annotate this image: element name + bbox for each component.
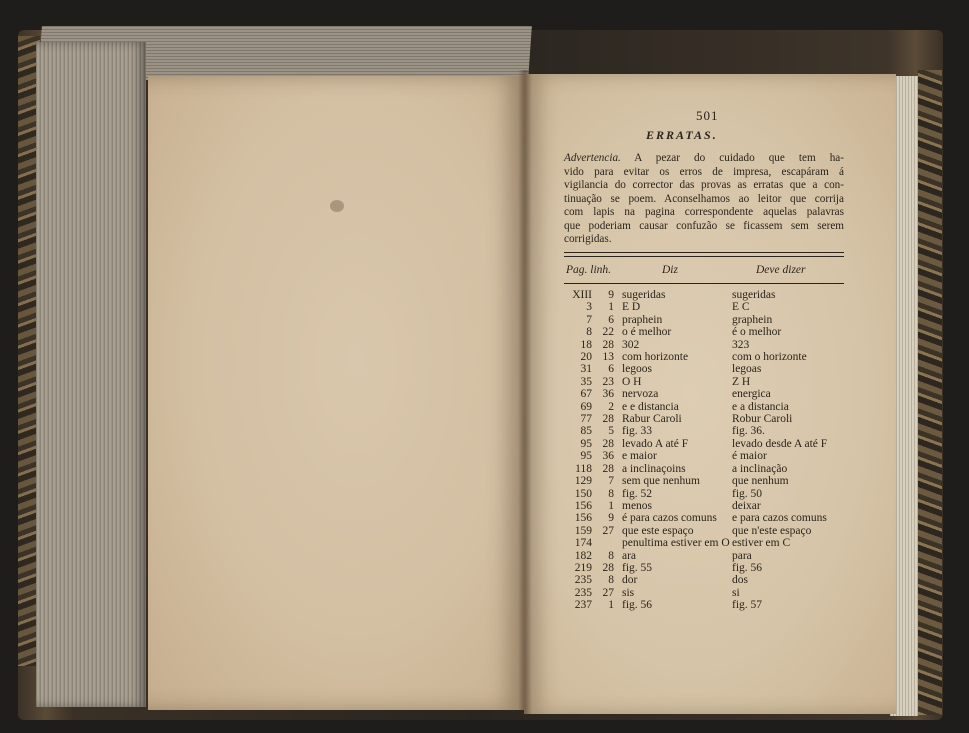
- errata-rows: [562, 289, 852, 612]
- header-said: Diz: [662, 264, 678, 276]
- errata-row: [562, 562, 852, 574]
- page-block-left: [36, 42, 146, 707]
- row-line: 1: [608, 599, 614, 612]
- row-should: é o melhor: [732, 326, 782, 339]
- row-page: 235: [574, 586, 592, 599]
- row-page: 31: [580, 363, 592, 376]
- errata-row: [562, 537, 852, 549]
- row-page: 159: [574, 524, 592, 537]
- row-line: 27: [602, 586, 614, 599]
- row-should: Robur Caroli: [732, 413, 793, 426]
- row-should: a inclinação: [732, 462, 788, 475]
- row-should: dos: [732, 574, 748, 587]
- errata-row: [562, 599, 852, 611]
- row-line: 28: [602, 437, 614, 450]
- row-said: menos: [622, 499, 653, 512]
- warning-line: que poderiam causar confuzão se ficassem sem serem: [564, 219, 844, 232]
- row-should: e para cazos comuns: [732, 512, 827, 525]
- row-line: 6: [608, 313, 614, 326]
- row-line: 6: [608, 363, 614, 376]
- row-page: 95: [580, 437, 592, 450]
- row-page: 129: [574, 475, 592, 488]
- errata-row: [562, 550, 852, 562]
- row-should: e a distancia: [732, 400, 789, 413]
- errata-row: [562, 574, 852, 586]
- row-line: 9: [608, 289, 614, 301]
- errata-row: [562, 463, 852, 475]
- warning-label: Advertencia.: [564, 152, 621, 164]
- row-line: 8: [608, 574, 614, 587]
- row-should: é maior: [732, 450, 767, 463]
- row-line: 36: [602, 388, 614, 401]
- row-said: legoos: [622, 363, 653, 376]
- row-page: 219: [574, 561, 592, 574]
- header-rule: [564, 283, 844, 284]
- row-should: fig. 56: [732, 561, 763, 574]
- row-should: para: [732, 549, 752, 562]
- row-should: graphein: [732, 313, 773, 326]
- errata-row: [562, 488, 852, 500]
- row-said: fig. 52: [622, 487, 653, 500]
- row-said: com horizonte: [622, 351, 689, 364]
- row-page: 182: [574, 549, 592, 562]
- errata-row: [562, 351, 852, 363]
- row-should: 323: [732, 338, 750, 351]
- row-line: 1: [608, 499, 614, 512]
- row-line: 8: [608, 487, 614, 500]
- row-page: 156: [574, 499, 592, 512]
- warning-line: tinuação se poem. Aconselhamos ao leitor que corrija: [564, 192, 844, 205]
- row-said: sugeridas: [622, 289, 666, 301]
- row-page: 235: [574, 574, 592, 587]
- row-said: dor: [622, 574, 638, 587]
- errata-row: [562, 525, 852, 537]
- row-page: 118: [575, 462, 592, 475]
- row-line: 5: [608, 425, 614, 438]
- row-line: 28: [602, 338, 614, 351]
- row-line: 7: [608, 475, 614, 488]
- row-page: 8: [586, 326, 592, 339]
- row-said: que este espaço: [622, 524, 694, 537]
- row-line: 36: [602, 450, 614, 463]
- row-line: 2: [608, 400, 614, 413]
- row-should: fig. 36.: [732, 425, 765, 438]
- warning-line: Advertencia. A pezar do cuidado que tem ha-: [564, 152, 844, 164]
- errata-row: [562, 376, 852, 388]
- row-said: é para cazos comuns: [622, 512, 717, 525]
- row-page: 174: [574, 537, 592, 550]
- errata-row: [562, 339, 852, 351]
- row-line: 23: [602, 375, 614, 388]
- row-page: 95: [580, 450, 592, 463]
- row-should: si: [732, 586, 740, 599]
- errata-row: [562, 363, 852, 375]
- header-page-line: Pag. linh.: [566, 264, 612, 276]
- row-should: fig. 50: [732, 487, 763, 500]
- row-line: 9: [608, 512, 614, 525]
- right-page-text: [524, 74, 896, 714]
- row-line: 8: [608, 549, 614, 562]
- row-line: 28: [602, 561, 614, 574]
- row-line: 22: [602, 326, 614, 339]
- row-page: 67: [580, 388, 592, 401]
- errata-row: [562, 413, 852, 425]
- errata-row: [562, 314, 852, 326]
- row-said: Rabur Caroli: [622, 413, 682, 426]
- row-should: Z H: [732, 375, 751, 388]
- row-page: XIII: [572, 289, 592, 301]
- row-should: que n'este espaço: [732, 524, 812, 537]
- row-said: fig. 33: [622, 425, 653, 438]
- page-heading: ERRATAS.: [646, 128, 718, 142]
- row-said: O H: [622, 375, 642, 388]
- row-page: 156: [574, 512, 592, 525]
- warning-line: vigilancia do corrector das provas as erratas que a con-: [564, 179, 844, 191]
- row-said: sis: [622, 586, 635, 599]
- row-said: ara: [622, 549, 637, 562]
- row-said: e maior: [622, 450, 657, 463]
- row-should: deixar: [732, 499, 761, 512]
- row-said: 302: [622, 338, 640, 351]
- row-page: 69: [580, 400, 592, 413]
- row-page: 7: [586, 313, 592, 326]
- row-should: levado desde A até F: [732, 437, 828, 450]
- row-said: a inclinaçoins: [622, 462, 686, 475]
- errata-row: [562, 425, 852, 437]
- row-should: sugeridas: [732, 289, 776, 301]
- row-line: [592, 537, 622, 549]
- warning-line: com lapis na pagina correspondente aquelas palavras: [564, 206, 844, 218]
- left-page-blank: [148, 76, 526, 710]
- header-should-say: Deve dizer: [756, 264, 806, 276]
- row-said: levado A até F: [622, 437, 689, 450]
- row-should: E C: [732, 301, 750, 314]
- errata-row: [562, 301, 852, 313]
- row-said: e e distancia: [622, 400, 679, 413]
- row-said: praphein: [622, 313, 663, 326]
- row-should: energica: [732, 388, 771, 401]
- row-said: o é melhor: [622, 326, 672, 339]
- errata-row: [562, 587, 852, 599]
- row-said: fig. 56: [622, 599, 653, 612]
- row-page: 85: [580, 425, 592, 438]
- row-page: 35: [580, 375, 592, 388]
- row-said: E D: [622, 301, 641, 314]
- errata-row: [562, 500, 852, 512]
- row-said: penultima estiver em O: [622, 537, 730, 550]
- errata-row: [562, 475, 852, 487]
- row-line: 13: [602, 351, 614, 364]
- row-should: com o horizonte: [732, 351, 807, 364]
- row-should: estiver em C: [732, 537, 791, 550]
- row-said: nervoza: [622, 388, 659, 401]
- row-should: que nenhum: [732, 475, 789, 488]
- errata-row: [562, 289, 852, 301]
- row-line: 1: [608, 301, 614, 314]
- row-should: fig. 57: [732, 599, 763, 612]
- row-page: 20: [580, 351, 592, 364]
- row-line: 28: [602, 413, 614, 426]
- row-said: fig. 55: [622, 561, 653, 574]
- row-line: 28: [602, 462, 614, 475]
- errata-row: [562, 438, 852, 450]
- errata-row: [562, 388, 852, 400]
- double-rule: [564, 252, 844, 257]
- row-page: 3: [586, 301, 592, 314]
- errata-row: [562, 401, 852, 413]
- page-number: 501: [696, 108, 719, 123]
- row-said: sem que nenhum: [622, 475, 700, 488]
- errata-row: [562, 512, 852, 524]
- errata-table: [562, 289, 852, 612]
- row-should: legoas: [732, 363, 762, 376]
- errata-row: [562, 326, 852, 338]
- warning-line: corrigidas.: [564, 233, 612, 245]
- warning-line: vido para evitar os erros de impresa, escapáram á: [564, 165, 844, 178]
- marbled-edge-right: [918, 70, 942, 715]
- row-page: 237: [574, 599, 592, 612]
- errata-row: [562, 450, 852, 462]
- row-page: 150: [574, 487, 592, 500]
- row-page: 18: [580, 338, 592, 351]
- row-line: 27: [602, 524, 614, 537]
- row-page: 77: [580, 413, 592, 426]
- paper-stain: [330, 200, 344, 212]
- warning-paragraph: [564, 152, 844, 247]
